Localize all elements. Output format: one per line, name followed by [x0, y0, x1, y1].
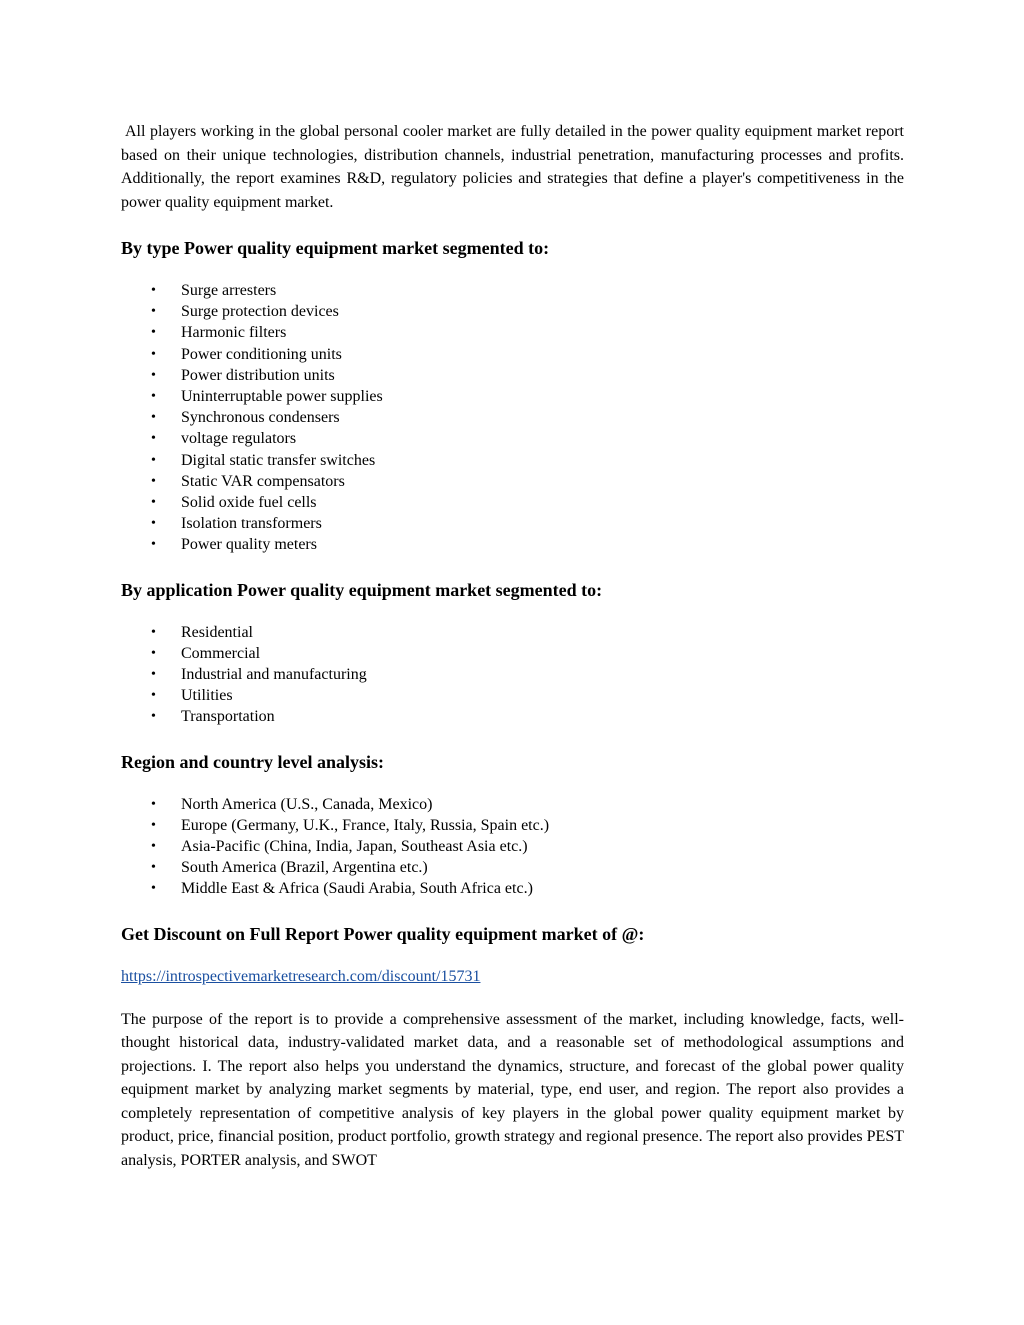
list-item: [121, 428, 904, 449]
bullet-icon: •: [151, 839, 156, 855]
list-item: [121, 407, 904, 428]
list-item: [121, 836, 904, 857]
document-page: [121, 120, 904, 1172]
list-item-label: Static VAR compensators: [181, 472, 345, 490]
list-item: [121, 794, 904, 815]
list-item: [121, 622, 904, 643]
bullet-icon: •: [151, 389, 156, 405]
list-item-label: Power distribution units: [181, 366, 335, 384]
purpose-paragraph: The purpose of the report is to provide a comprehensive assessment of the market, including knowledge, facts, well-thought historical data, industry-validated market data, and a reasonable set of methodological assumptions and projections. I. The report also helps you understand the dynamics, structure, and forecast of the global power quality equipment market by analyzing market segments by material, type, end user, and region. The report also provides a completely representation of competitive analysis of key players in the global power quality equipment market by product, price, financial position, product portfolio, growth strategy and regional presence. The report also provides PEST analysis, PORTER analysis, and SWOT: [121, 1010, 904, 1169]
by-type-list: [121, 280, 904, 556]
bullet-icon: •: [151, 410, 156, 426]
discount-heading: Get Discount on Full Report Power quality equipment market of @:: [121, 923, 645, 944]
bullet-icon: •: [151, 796, 156, 812]
list-item-label: Power conditioning units: [181, 345, 342, 363]
list-item: [121, 386, 904, 407]
bullet-icon: •: [151, 304, 156, 320]
region-list: [121, 794, 904, 900]
bullet-icon: •: [151, 495, 156, 511]
list-item-label: Industrial and manufacturing: [181, 666, 367, 684]
bullet-icon: •: [151, 624, 156, 640]
bullet-icon: •: [151, 817, 156, 833]
bullet-icon: •: [151, 283, 156, 298]
bullet-icon: •: [151, 325, 156, 341]
bullet-icon: •: [151, 431, 156, 447]
list-item-label: Solid oxide fuel cells: [181, 494, 317, 512]
bullet-icon: •: [151, 452, 156, 468]
list-item: [121, 643, 904, 664]
list-item: [121, 365, 904, 386]
list-item-label: Middle East & Africa (Saudi Arabia, South Africa etc.): [181, 880, 533, 898]
list-item-label: Residential: [181, 623, 253, 641]
bullet-icon: •: [151, 709, 156, 725]
by-application-heading: By application Power quality equipment market segmented to:: [121, 579, 603, 600]
intro-paragraph: All players working in the global personal cooler market are fully detailed in the power quality equipment market report based on their unique technologies, distribution channels, industrial penetration, manufacturing processes and profits. Additionally, the report examines R&D, regulatory policies and strategies that define a player's competitiveness in the power quality equipment market.: [121, 123, 904, 211]
list-item-label: North America (U.S., Canada, Mexico): [181, 795, 433, 813]
list-item-label: Power quality meters: [181, 536, 317, 554]
list-item: [121, 815, 904, 836]
list-item: [121, 450, 904, 471]
discount-link[interactable]: https://introspectivemarketresearch.com/discount/15731: [121, 967, 481, 985]
list-item-label: Isolation transformers: [181, 515, 322, 533]
list-item: [121, 301, 904, 322]
list-item: [121, 534, 904, 555]
bullet-icon: •: [151, 516, 156, 532]
list-item: [121, 492, 904, 513]
bullet-icon: •: [151, 860, 156, 876]
list-item: [121, 471, 904, 492]
list-item: [121, 685, 904, 706]
list-item-label: Surge arresters: [181, 282, 277, 299]
bullet-icon: •: [151, 473, 156, 489]
bullet-icon: •: [151, 688, 156, 704]
bullet-icon: •: [151, 537, 156, 553]
list-item: [121, 322, 904, 343]
list-item: [121, 513, 904, 534]
list-item: [121, 706, 904, 727]
list-item-label: Europe (Germany, U.K., France, Italy, Russia, Spain etc.): [181, 816, 550, 834]
list-item: [121, 344, 904, 365]
list-item-label: Transportation: [181, 708, 275, 726]
list-item-label: Surge protection devices: [181, 303, 339, 321]
list-item-label: Utilities: [181, 687, 233, 705]
list-item-label: Uninterruptable power supplies: [181, 388, 383, 406]
bullet-icon: •: [151, 346, 156, 362]
list-item: [121, 280, 904, 301]
list-item-label: Harmonic filters: [181, 324, 287, 342]
list-item: [121, 878, 904, 899]
bullet-icon: •: [151, 367, 156, 383]
list-item: [121, 857, 904, 878]
list-item-label: South America (Brazil, Argentina etc.): [181, 859, 428, 877]
list-item-label: voltage regulators: [181, 430, 297, 448]
bullet-icon: •: [151, 645, 156, 661]
list-item-label: Digital static transfer switches: [181, 451, 376, 469]
list-item: [121, 664, 904, 685]
list-item-label: Commercial: [181, 644, 261, 662]
by-application-list: [121, 622, 904, 728]
region-heading: Region and country level analysis:: [121, 751, 385, 772]
list-item-label: Synchronous condensers: [181, 409, 340, 427]
by-type-heading: By type Power quality equipment market segmented to:: [121, 238, 550, 258]
bullet-icon: •: [151, 667, 156, 683]
list-item-label: Asia-Pacific (China, India, Japan, Southeast Asia etc.): [181, 838, 528, 856]
bullet-icon: •: [151, 881, 156, 897]
